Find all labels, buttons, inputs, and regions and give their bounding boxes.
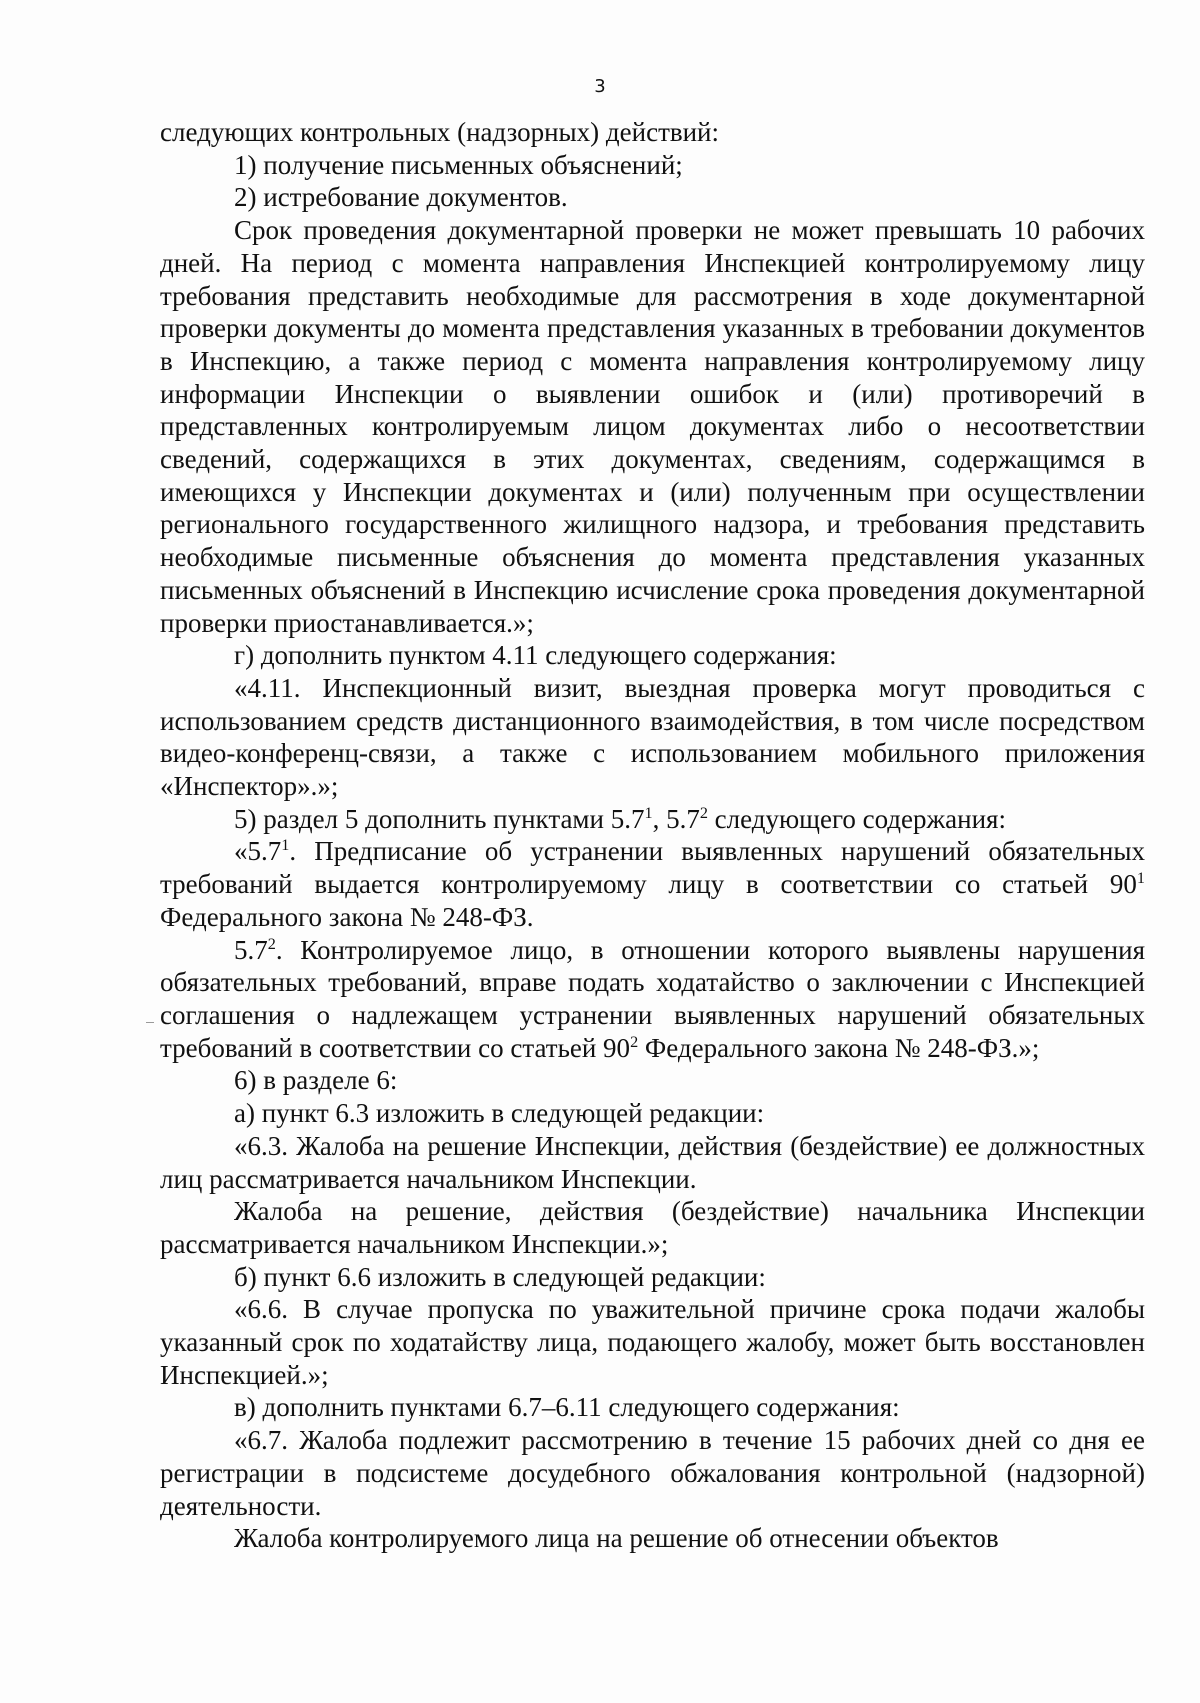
superscript: 2 [630, 1032, 639, 1051]
paragraph [160, 934, 1145, 1065]
paragraph: «6.3. Жалоба на решение Инспекции, действия (бездействие) ее должностных лиц рассматривается начальником Инспекции. [160, 1130, 1145, 1194]
text-run: Федерального закона № 248-ФЗ.»; [638, 1032, 1040, 1063]
paragraph: «6.7. Жалоба подлежит рассмотрению в течение 15 рабочих дней со дня ее регистрации в подсистеме досудебного обжалования контрольной (надзорной) деятельности. [160, 1425, 1145, 1521]
superscript: 1 [281, 836, 290, 855]
superscript: 1 [1136, 869, 1145, 888]
text-run: следующего содержания: [707, 803, 1006, 834]
paragraph: Жалоба контролируемого лица на решение об отнесении объектов [234, 1523, 999, 1554]
list-item: 1) получение письменных объяснений; [234, 149, 683, 180]
text-run: . Предписание об устранении выявленных нарушений обязательных требований выдается контролируемому лицу в соответствии со статьей 90 [160, 836, 1145, 900]
text-run: Федерального закона № 248-ФЗ. [160, 901, 534, 932]
paragraph [160, 835, 1145, 933]
paragraph: г) дополнить пунктом 4.11 следующего содержания: [234, 640, 837, 671]
superscript: 1 [644, 803, 653, 822]
paragraph: в) дополнить пунктами 6.7–6.11 следующего содержания: [234, 1392, 900, 1423]
margin-mark [146, 1022, 154, 1023]
text-run: 5.7 [234, 934, 268, 965]
text-run: . Контролируемое лицо, в отношении которого выявлены нарушения обязательных требований, вправе подать ходатайство о заключении с Инспекцией соглашения о надлежащем устранении выявленных нарушений обязательных требований в соответствии со статьей 90 [160, 934, 1145, 1063]
text-run: «5.7 [234, 836, 282, 867]
text-run: 5) раздел 5 дополнить пунктами 5.7 [234, 803, 645, 834]
paragraph: 6) в разделе 6: [234, 1065, 398, 1096]
paragraph: «4.11. Инспекционный визит, выездная проверка могут проводиться с использованием средств дистанционного взаимодействия, в том числе посредством видео-конференц-связи, а также с использованием мобильного приложения «Инспектор».»; [160, 672, 1145, 802]
paragraph: а) пункт 6.3 изложить в следующей редакции: [234, 1098, 765, 1129]
paragraph: следующих контрольных (надзорных) действий: [160, 117, 720, 147]
paragraph [160, 803, 1145, 836]
paragraph: б) пункт 6.6 изложить в следующей редакции: [234, 1261, 766, 1292]
paragraph: Срок проведения документарной проверки не может превышать 10 рабочих дней. На период с момента направления Инспекцией контролируемому лицу требования представить необходимые для рассмотрения в ходе документарной проверки документы до момента представления указанных в требовании документов в Инспекцию, а также период с момента направления контролируемому лицу информации Инспекции о выявлении ошибок и (или) противоречий в представленных контролируемым лицом документах либо о несоответствии сведений, содержащихся в этих документах, сведениям, содержащимся в имеющихся у Инспекции документах и (или) полученным при осуществлении регионального государственного жилищного надзора, и требования представить необходимые письменные объяснения до момента представления указанных письменных объяснений в Инспекцию исчисление срока проведения документарной проверки приостанавливается.»; [160, 215, 1145, 638]
list-item: 2) истребование документов. [234, 182, 568, 213]
paragraph: Жалоба на решение, действия (бездействие) начальника Инспекции рассматривается начальником Инспекции.»; [160, 1196, 1145, 1259]
superscript: 2 [699, 803, 708, 822]
superscript: 2 [267, 934, 276, 953]
text-run: , 5.7 [652, 803, 700, 834]
page-number: 3 [594, 76, 606, 97]
paragraph: «6.6. В случае пропуска по уважительной причине срока подачи жалобы указанный срок по ходатайству лица, подающего жалобу, может быть восстановлен Инспекцией.»; [160, 1294, 1145, 1390]
document-body [160, 116, 1145, 1555]
